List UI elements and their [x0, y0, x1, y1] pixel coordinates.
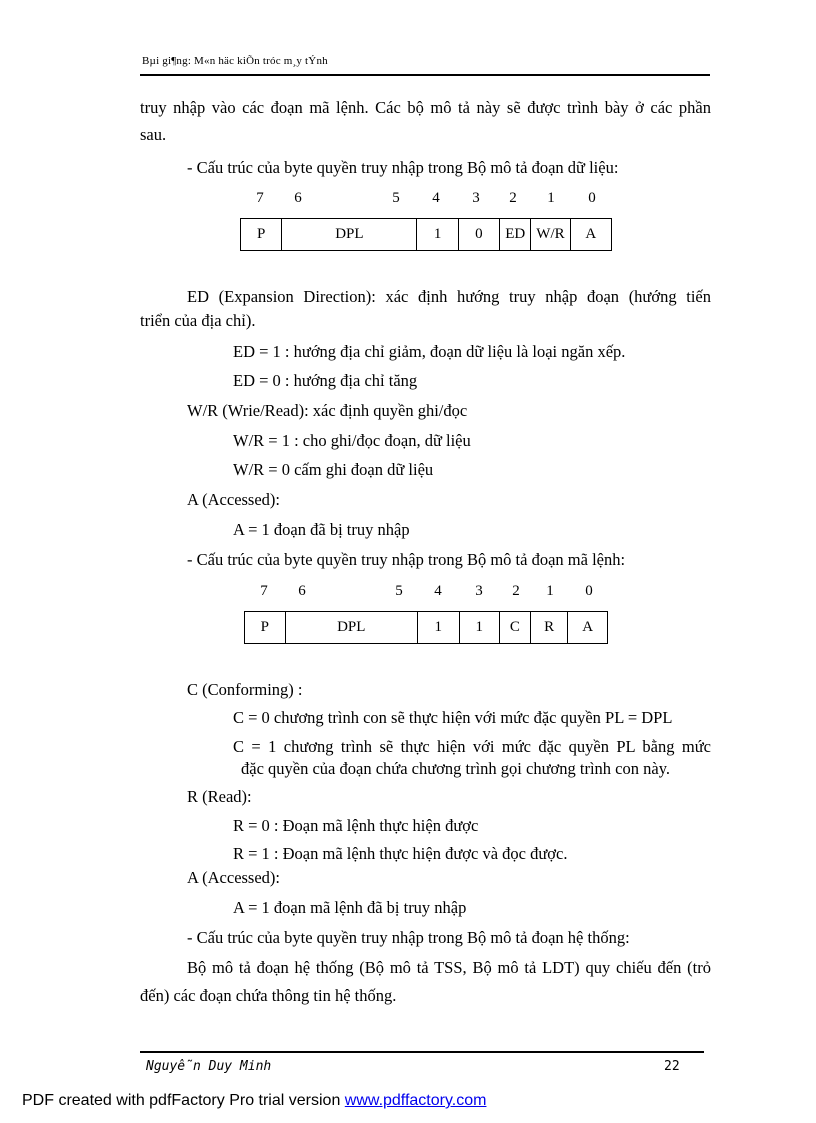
bit-number: 6 — [294, 190, 302, 206]
c-description: C (Conforming) : — [187, 680, 303, 699]
data-segment-heading: - Cấu trúc của byte quyền truy nhập trong Bộ mô tả đoạn dữ liệu: — [187, 158, 619, 177]
r-value-0: R = 0 : Đoạn mã lệnh thực hiện được — [233, 816, 479, 835]
ed-value-1: ED = 1 : hướng địa chỉ giảm, đoạn dữ liệu là loại ngăn xếp. — [233, 342, 626, 361]
pdffactory-link[interactable]: www.pdffactory.com — [344, 1092, 487, 1109]
bit-number: 0 — [585, 583, 593, 599]
a-code-description: A (Accessed): — [187, 868, 281, 887]
pdf-banner — [22, 1092, 486, 1110]
bit-cell-4: 1 — [417, 219, 458, 251]
pdf-banner-text: PDF created with pdfFactory Pro trial version — [22, 1092, 345, 1109]
bit-cell-c: C — [500, 612, 531, 644]
bit-cell-wr: W/R — [531, 219, 570, 251]
c-value-1-line-2: đặc quyền của đoạn chứa chương trình gọi chương trình con này. — [241, 759, 670, 778]
bit-cell-dpl: DPL — [282, 219, 417, 251]
system-segment-line-2: đến) các đoạn chứa thông tin hệ thống. — [140, 986, 397, 1005]
a-data-description: A (Accessed): — [187, 490, 281, 509]
bit-cell-4: 1 — [418, 612, 460, 644]
bit-number: 0 — [588, 190, 596, 206]
footer-author: Nguyễn Duy Minh — [146, 1059, 272, 1074]
ed-description-1: ED (Expansion Direction): xác định hướng truy nhập đoạn (hướng tiến — [187, 287, 711, 306]
data-access-byte-table — [240, 218, 612, 251]
ed-description-2: triển của địa chỉ). — [140, 311, 256, 330]
bit-number: 7 — [256, 190, 264, 206]
bit-cell-dpl: DPL — [285, 612, 417, 644]
bit-number: 2 — [512, 583, 520, 599]
bit-cell-p: P — [245, 612, 286, 644]
bit-number: 4 — [432, 190, 440, 206]
bit-number: 5 — [395, 583, 403, 599]
wr-value-0: W/R = 0 cấm ghi đoạn dữ liệu — [233, 460, 434, 479]
bit-number: 5 — [392, 190, 400, 206]
a-code-value: A = 1 đoạn mã lệnh đã bị truy nhập — [233, 898, 467, 917]
bit-number: 7 — [260, 583, 268, 599]
code-bit-numbers — [0, 583, 816, 603]
code-segment-heading: - Cấu trúc của byte quyền truy nhập trong Bộ mô tả đoạn mã lệnh: — [187, 550, 626, 569]
ed-value-0: ED = 0 : hướng địa chỉ tăng — [233, 371, 418, 390]
r-value-1: R = 1 : Đoạn mã lệnh thực hiện được và đọc được. — [233, 844, 568, 863]
bit-number: 6 — [298, 583, 306, 599]
footer-rule — [140, 1051, 704, 1053]
system-segment-heading: - Cấu trúc của byte quyền truy nhập trong Bộ mô tả đoạn hệ thống: — [187, 928, 630, 947]
wr-description: W/R (Wrie/Read): xác định quyền ghi/đọc — [187, 401, 468, 420]
r-description: R (Read): — [187, 787, 252, 806]
bit-number: 1 — [546, 583, 554, 599]
bit-cell-p: P — [241, 219, 282, 251]
bit-number: 4 — [434, 583, 442, 599]
data-bit-numbers — [0, 190, 816, 210]
bit-cell-ed: ED — [500, 219, 531, 251]
bit-number: 2 — [509, 190, 517, 206]
header-rule — [140, 74, 710, 76]
code-access-byte-table — [244, 611, 608, 644]
intro-line-1: truy nhập vào các đoạn mã lệnh. Các bộ mô tả này sẽ được trình bày ở các phần — [140, 98, 711, 117]
bit-number: 1 — [547, 190, 555, 206]
page-number: 22 — [664, 1059, 680, 1074]
system-segment-line-1: Bộ mô tả đoạn hệ thống (Bộ mô tả TSS, Bộ mô tả LDT) quy chiếu đến (trỏ — [187, 958, 711, 977]
wr-value-1: W/R = 1 : cho ghi/đọc đoạn, dữ liệu — [233, 431, 471, 450]
bit-cell-3: 1 — [459, 612, 500, 644]
c-value-1-line-1: C = 1 chương trình sẽ thực hiện với mức đặc quyền PL bằng mức — [233, 737, 711, 756]
intro-line-2: sau. — [140, 125, 167, 144]
bit-cell-3: 0 — [458, 219, 499, 251]
a-data-value: A = 1 đoạn đã bị truy nhập — [233, 520, 410, 539]
bit-cell-a: A — [568, 612, 608, 644]
bit-number: 3 — [472, 190, 480, 206]
bit-cell-a: A — [570, 219, 611, 251]
bit-number: 3 — [475, 583, 483, 599]
c-value-0: C = 0 chương trình con sẽ thực hiện với mức đặc quyền PL = DPL — [233, 708, 673, 727]
bit-cell-r: R — [530, 612, 568, 644]
running-header: Bµi gi¶ng: M«n häc kiÕn tróc m¸y tÝnh — [142, 55, 328, 67]
